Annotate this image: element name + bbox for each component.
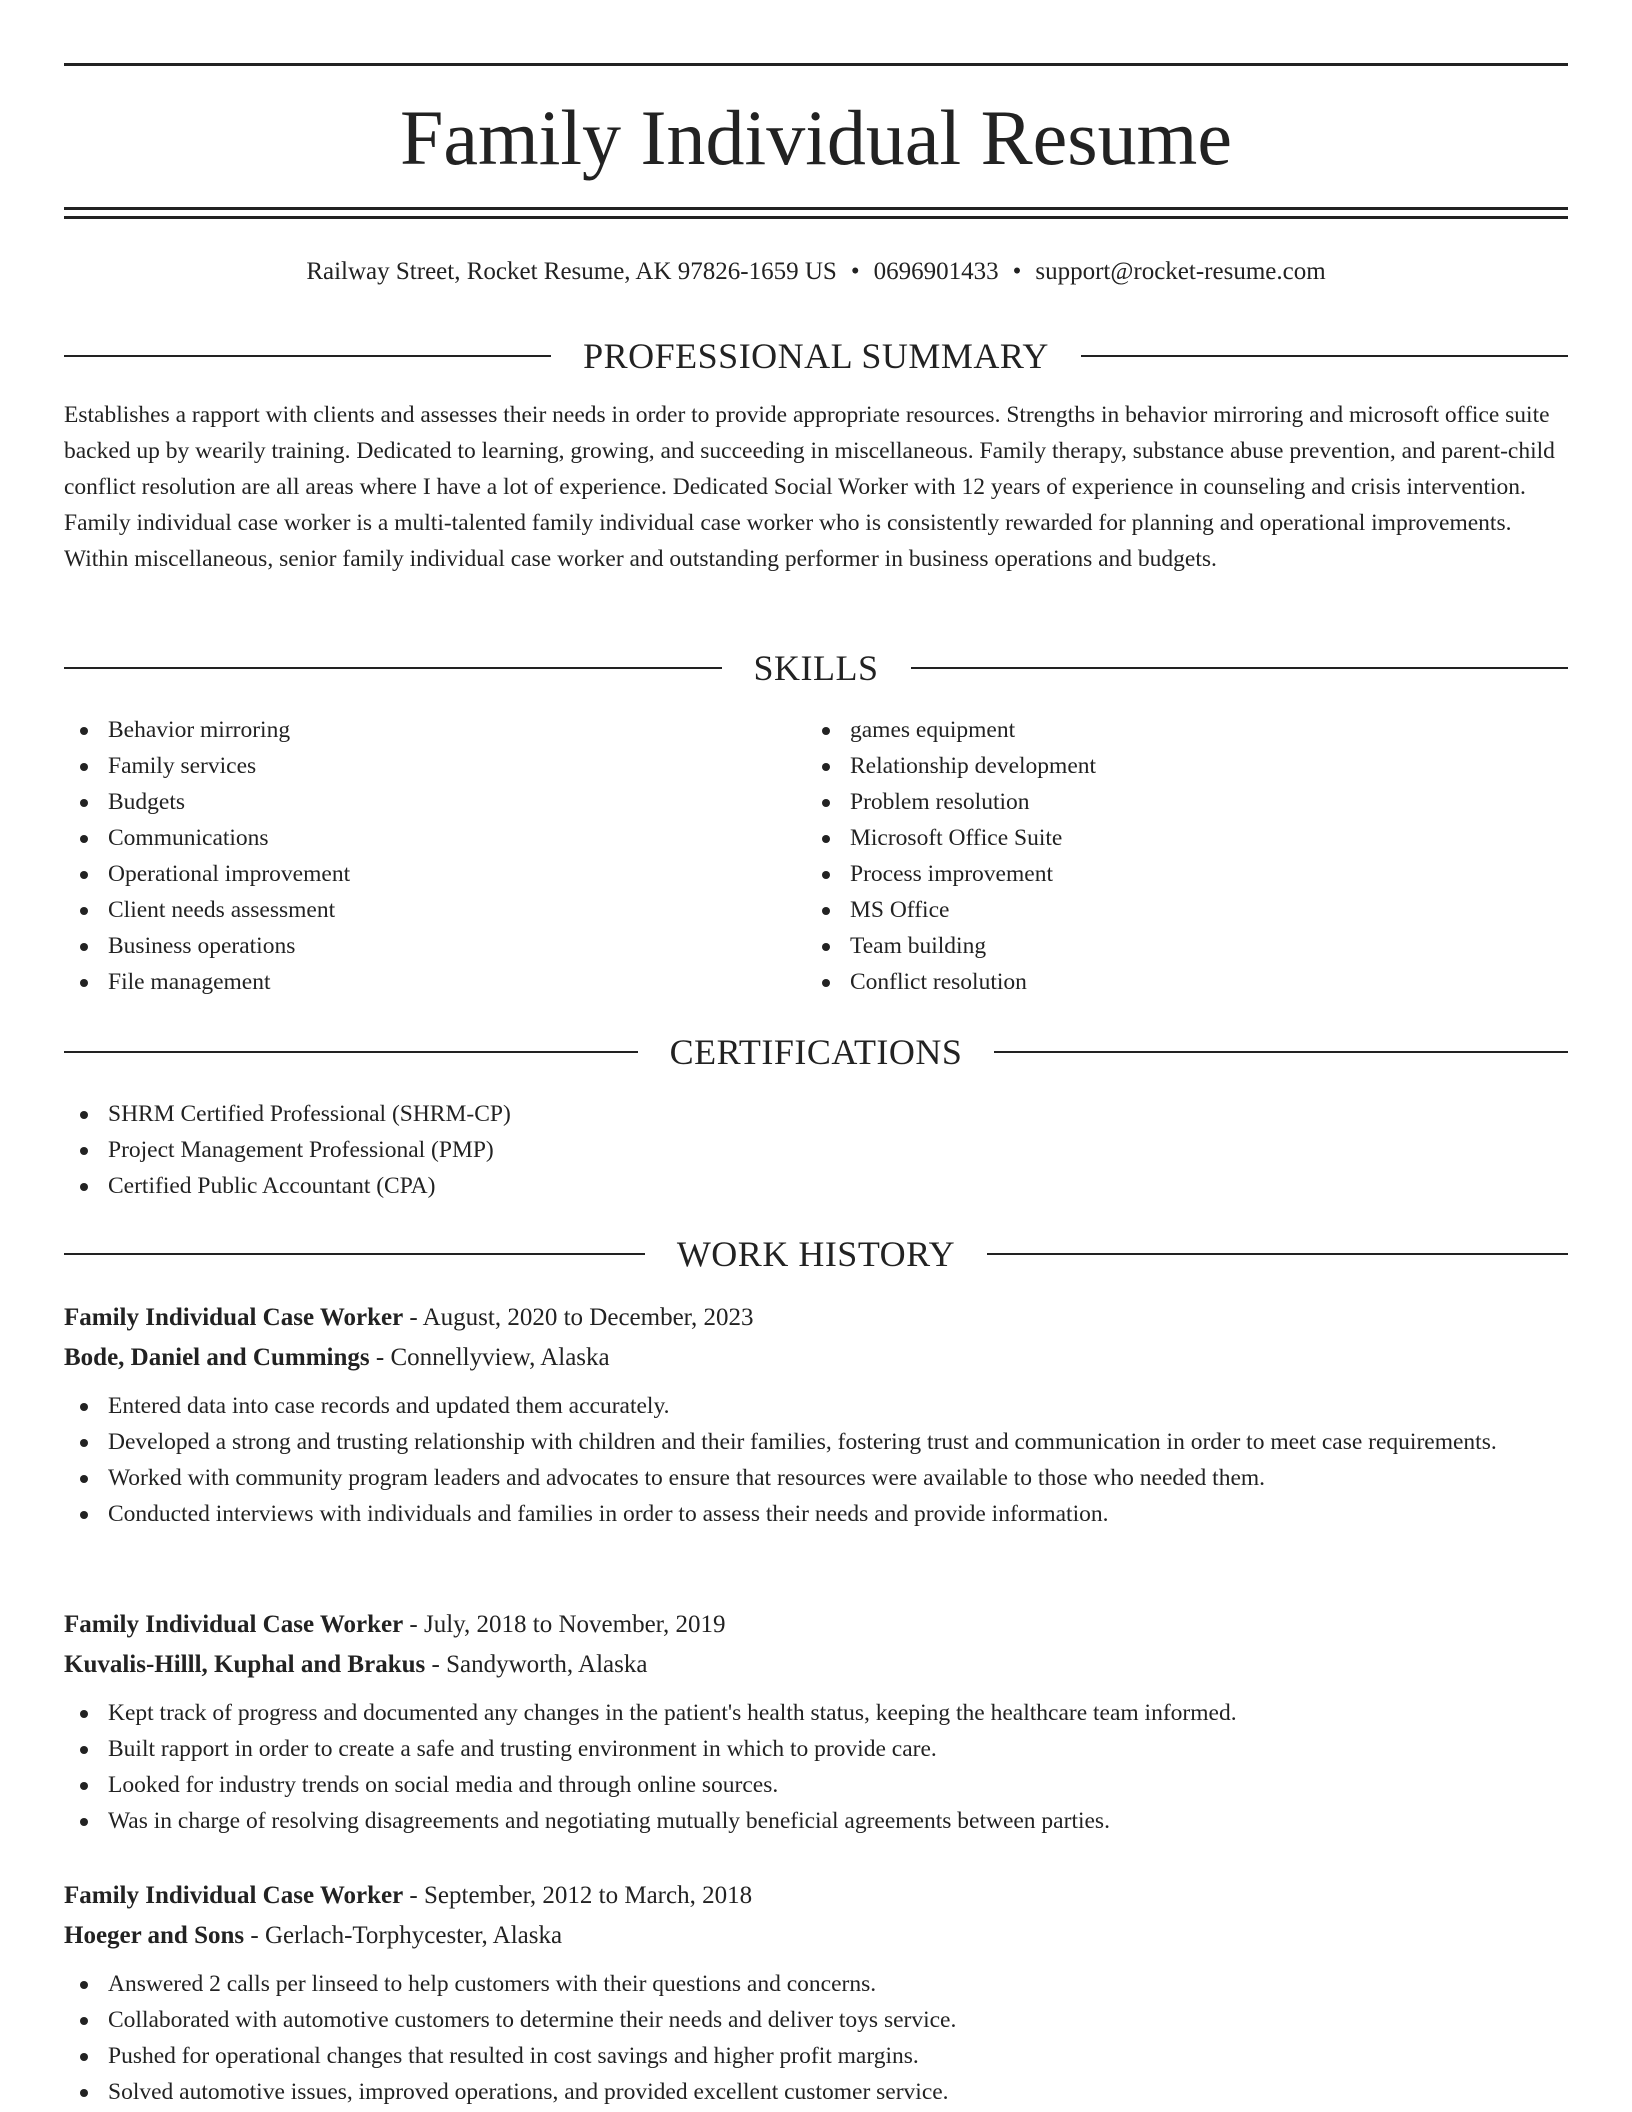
section-heading-summary	[64, 334, 1568, 378]
certification-item: Certified Public Accountant (CPA)	[64, 1168, 1568, 1204]
job-bullet: Answered 2 calls per linseed to help customers with their questions and concerns.	[64, 1966, 1568, 2002]
job-bullet: Collaborated with automotive customers to determine their needs and deliver toys service.	[64, 2002, 1568, 2038]
heading-rule	[994, 1051, 1568, 1053]
skills-list-right	[806, 712, 1546, 1000]
skill-item: Budgets	[64, 784, 804, 820]
section-heading-work	[64, 1232, 1568, 1276]
section-heading-skills	[64, 646, 1568, 690]
skill-item: Client needs assessment	[64, 892, 804, 928]
job-location: - Sandyworth, Alaska	[425, 1651, 648, 1678]
skill-item: Behavior mirroring	[64, 712, 804, 748]
contact-address: Railway Street, Rocket Resume, AK 97826-1659 US	[306, 258, 837, 285]
certifications-list	[64, 1096, 1568, 1204]
contact-separator: •	[850, 258, 860, 285]
skill-item: Microsoft Office Suite	[806, 820, 1546, 856]
skill-item: games equipment	[806, 712, 1546, 748]
job-bullet: Was in charge of resolving disagreements and negotiating mutually beneficial agreements between parties.	[64, 1803, 1568, 1839]
skill-item: File management	[64, 964, 804, 1000]
section-title: SKILLS	[753, 648, 879, 688]
heading-rule	[64, 667, 722, 669]
job-entry	[64, 1876, 1568, 2110]
certification-item: Project Management Professional (PMP)	[64, 1132, 1568, 1168]
summary-text: Establishes a rapport with clients and assesses their needs in order to provide appropriate resources. Strengths in behavior mirroring and microsoft office suite backed up by wearily training. Dedicated to learning, growing, and succeeding in miscellaneous. Family therapy, substance abuse prevention, and parent-child conflict resolution are all areas where I have a lot of experience. Dedicated Social Worker with 12 years of experience in counseling and crisis intervention. Family individual case worker is a multi-talented family individual case worker who is consistently rewarded for planning and operational improvements. Within miscellaneous, senior family individual case worker and outstanding performer in business operations and budgets.	[64, 402, 1555, 572]
job-bullet: Conducted interviews with individuals and families in order to assess their needs and provide information.	[64, 1496, 1568, 1532]
skill-item: Conflict resolution	[806, 964, 1546, 1000]
resume-title: Family Individual Resume	[400, 94, 1232, 181]
job-bullet: Solved automotive issues, improved operations, and provided excellent customer service.	[64, 2074, 1568, 2110]
job-title: Family Individual Case Worker	[64, 1611, 404, 1638]
certification-item: SHRM Certified Professional (SHRM-CP)	[64, 1096, 1568, 1132]
job-location: - Connellyview, Alaska	[369, 1344, 610, 1371]
contact-phone: 0696901433	[873, 258, 999, 285]
section-title: WORK HISTORY	[676, 1234, 956, 1274]
skill-item: Operational improvement	[64, 856, 804, 892]
heading-rule	[64, 1051, 638, 1053]
job-bullet: Kept track of progress and documented any changes in the patient's health status, keeping the healthcare team informed.	[64, 1695, 1568, 1731]
skill-item: Business operations	[64, 928, 804, 964]
job-title-line	[64, 1605, 1568, 1645]
section-heading-certifications	[64, 1030, 1568, 1074]
skill-item: Process improvement	[806, 856, 1546, 892]
job-bullets	[64, 1966, 1568, 2110]
job-bullets	[64, 1695, 1568, 1839]
job-dates: - September, 2012 to March, 2018	[403, 1882, 753, 1909]
job-entry	[64, 1605, 1568, 1839]
title-rule-upper	[64, 207, 1568, 210]
job-company-line	[64, 1916, 1568, 1956]
job-bullet: Entered data into case records and updated them accurately.	[64, 1388, 1568, 1424]
skill-item: MS Office	[806, 892, 1546, 928]
job-bullet: Developed a strong and trusting relationship with children and their families, fostering trust and communication in order to meet case requirements.	[64, 1424, 1568, 1460]
job-bullet: Built rapport in order to create a safe and trusting environment in which to provide care.	[64, 1731, 1568, 1767]
contact-separator: •	[1012, 258, 1022, 285]
job-location: - Gerlach-Torphycester, Alaska	[244, 1922, 563, 1949]
section-title: PROFESSIONAL SUMMARY	[583, 336, 1049, 376]
heading-rule	[987, 1253, 1568, 1255]
skill-item: Relationship development	[806, 748, 1546, 784]
skill-item: Problem resolution	[806, 784, 1546, 820]
contact-email: support@rocket-resume.com	[1035, 258, 1326, 285]
skill-item: Family services	[64, 748, 804, 784]
skill-item: Team building	[806, 928, 1546, 964]
job-company: Kuvalis-Hilll, Kuphal and Brakus	[64, 1651, 426, 1678]
job-bullet: Pushed for operational changes that resulted in cost savings and higher profit margins.	[64, 2038, 1568, 2074]
heading-rule	[64, 355, 551, 357]
job-dates: - July, 2018 to November, 2019	[403, 1611, 726, 1638]
job-title: Family Individual Case Worker	[64, 1304, 404, 1331]
heading-rule	[1081, 355, 1568, 357]
job-dates: - August, 2020 to December, 2023	[403, 1304, 754, 1331]
contact-line	[64, 252, 1568, 292]
heading-rule	[911, 667, 1569, 669]
job-entry	[64, 1298, 1568, 1532]
skills-list-left	[64, 712, 804, 1000]
title-rule-lower	[64, 216, 1568, 219]
skill-item: Communications	[64, 820, 804, 856]
top-rule	[64, 63, 1568, 66]
heading-rule	[64, 1253, 645, 1255]
job-bullets	[64, 1388, 1568, 1532]
section-title: CERTIFICATIONS	[669, 1032, 963, 1072]
job-company: Hoeger and Sons	[64, 1922, 245, 1949]
job-title-line	[64, 1298, 1568, 1338]
job-company-line	[64, 1338, 1568, 1378]
job-company: Bode, Daniel and Cummings	[64, 1344, 370, 1371]
job-bullet: Looked for industry trends on social media and through online sources.	[64, 1767, 1568, 1803]
job-company-line	[64, 1645, 1568, 1685]
job-bullet: Worked with community program leaders and advocates to ensure that resources were available to those who needed them.	[64, 1460, 1568, 1496]
job-title: Family Individual Case Worker	[64, 1882, 404, 1909]
job-title-line	[64, 1876, 1568, 1916]
